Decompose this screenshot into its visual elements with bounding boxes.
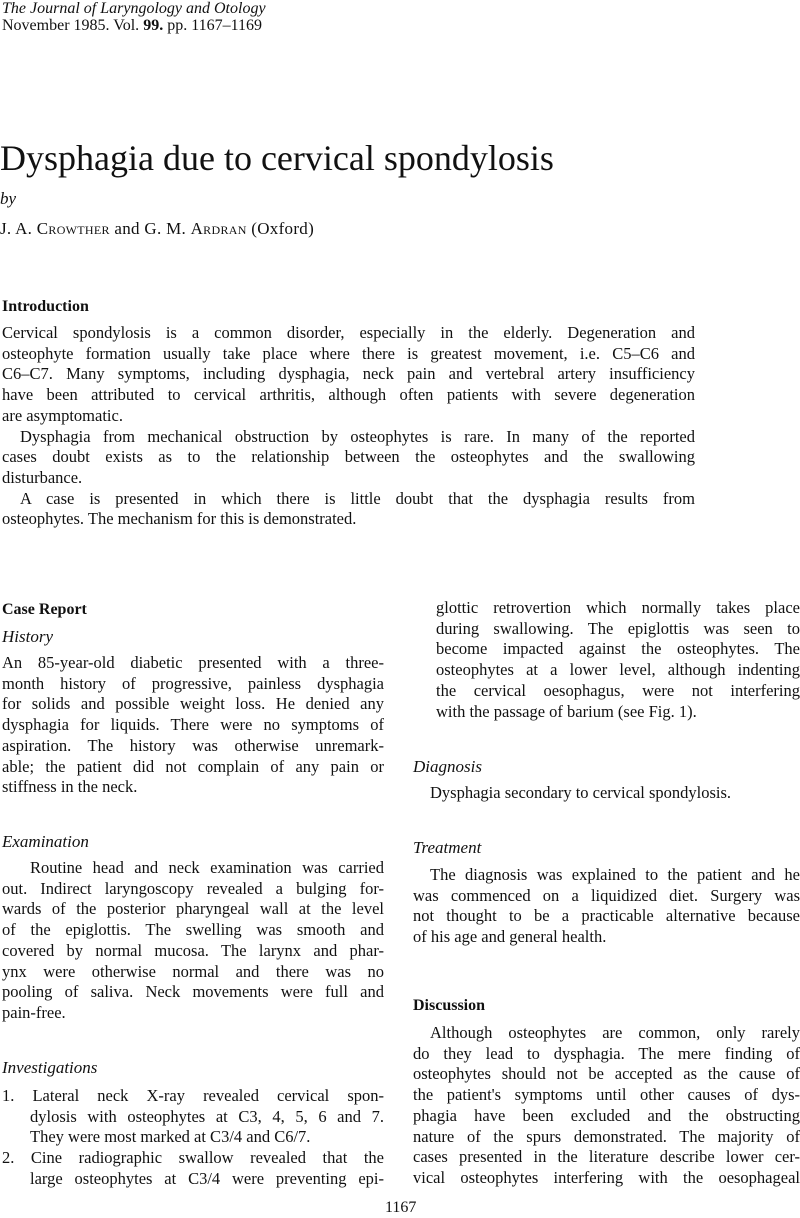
author1-name: Crowther [36,219,110,238]
discussion-text-line: vical osteophytes interfering with the oesophageal [413,1167,800,1187]
discussion-heading: Discussion [413,997,486,1014]
treatment-text-line: was commenced on a liquidized diet. Surgery was [413,885,800,905]
investigations-text-line: They were most marked at C3/4 and C6/7. [30,1127,311,1147]
investigations-cont-text-line: become impacted against the osteophytes. The [436,639,800,659]
discussion-text-line: do they lead to dysphagia. The mere finding of [413,1043,800,1063]
byline-label: by [0,189,17,208]
journal-name: The Journal of Laryngology and Otology [2,0,266,17]
discussion-text-line: phagia have been excluded and the obstructing [413,1105,800,1125]
authors [0,219,314,239]
examination-text-line: pooling of saliva. Neck movements were full and [2,982,384,1002]
history-text-line: aspiration. The history was otherwise unremark- [2,735,384,755]
author1-initials: J. A. [0,219,37,238]
introduction-text-line: Dysphagia from mechanical obstruction by osteophytes is rare. In many of the reported [20,426,695,446]
investigations-text-line: large osteophytes at C3/4 were preventing epi- [30,1168,384,1188]
diagnosis-text-line: Dysphagia secondary to cervical spondylosis. [430,783,732,802]
examination-heading: Examination [2,832,89,851]
introduction-text-line: have been attributed to cervical arthritis, although often patients with severe degeneration [2,385,695,405]
treatment-heading: Treatment [413,838,482,857]
introduction-text-line: Cervical spondylosis is a common disorder, especially in the elderly. Degeneration and [2,323,695,342]
examination-text-line: pain-free. [2,1002,66,1022]
introduction-text-line: are asymptomatic. [2,405,123,425]
history-text-line: able; the patient did not complain of any pain or [2,756,384,776]
investigations-cont-text-line: the cervical oesophagus, were not interfering [436,680,800,700]
author2-initials: G. M. [144,219,191,238]
introduction-text-line: disturbance. [2,467,83,487]
investigations-cont-text-line: during swallowing. The epiglottis was seen to [436,618,800,638]
investigations-text-line: 1. Lateral neck X-ray revealed cervical spon- [2,1086,384,1105]
history-text-line: month history of progressive, painless dysphagia [2,673,384,693]
discussion-text-line: cases presented in the literature describe lower cer- [413,1147,800,1167]
introduction-text-line: osteophytes. The mechanism for this is demonstrated. [2,509,357,529]
treatment-text-line: of his age and general health. [413,927,607,947]
discussion-text-line: the patient's symptoms until other causes of dys- [413,1085,800,1105]
page-number: 1167 [385,1199,417,1216]
examination-text-line: ynx were otherwise normal and there was no [2,961,384,981]
history-text-line: stiffness in the neck. [2,777,138,797]
case-report-heading: Case Report [2,601,87,618]
history-heading: History [2,627,53,646]
affiliation: (Oxford) [246,219,315,238]
examination-text-line: covered by normal mucosa. The larynx and phar- [2,940,384,960]
article-title: Dysphagia due to cervical spondylosis [0,138,554,178]
introduction-text-line: osteophyte formation usually take place where there is greatest movement, i.e. C5–C6 and [2,343,695,363]
investigations-text-line: 2. Cine radiographic swallow revealed that the [2,1148,384,1168]
page-range: pp. 1167–1169 [163,17,262,34]
examination-text-line: Routine head and neck examination was carried [30,858,384,877]
issue-info [2,17,262,34]
discussion-text-line: osteophytes should not be accepted as the cause of [413,1064,800,1084]
investigations-text-line: dylosis with osteophytes at C3, 4, 5, 6 and 7. [30,1106,384,1126]
treatment-text-line: The diagnosis was explained to the patient and he [430,865,800,884]
introduction-text-line: C6–C7. Many symptoms, including dysphagia, neck pain and vertebral artery insufficiency [2,364,695,384]
investigations-heading: Investigations [2,1058,98,1077]
investigations-cont-text-line: glottic retrovertion which normally takes place [436,598,800,617]
history-text-line: An 85-year-old diabetic presented with a three- [2,653,384,672]
examination-text-line: wards of the posterior pharyngeal wall at the level [2,899,384,919]
volume-number: 99. [143,17,164,34]
issue-date: November 1985. Vol. [2,17,144,34]
history-text-line: for solids and possible weight loss. He denied any [2,694,384,714]
examination-text-line: out. Indirect laryngoscopy revealed a bulging for- [2,878,384,898]
discussion-text-line: nature of the spurs demonstrated. The majority of [413,1126,800,1146]
examination-text-line: of the epiglottis. The swelling was smooth and [2,920,384,940]
diagnosis-heading: Diagnosis [413,757,482,776]
treatment-text-line: not thought to be a practicable alternative because [413,906,800,926]
investigations-cont-text-line: osteophytes at a lower level, although indenting [436,660,800,680]
investigations-cont-text-line: with the passage of barium (see Fig. 1). [436,701,697,721]
author-conjunction: and [109,219,145,238]
introduction-heading: Introduction [2,298,89,315]
history-text-line: dysphagia for liquids. There were no symptoms of [2,715,384,735]
discussion-text-line: Although osteophytes are common, only rarely [430,1023,800,1042]
author2-name: Ardran [190,219,247,238]
introduction-text-line: A case is presented in which there is little doubt that the dysphagia results from [20,488,695,508]
introduction-text-line: cases doubt exists as to the relationship between the osteophytes and the swallowing [2,447,695,467]
